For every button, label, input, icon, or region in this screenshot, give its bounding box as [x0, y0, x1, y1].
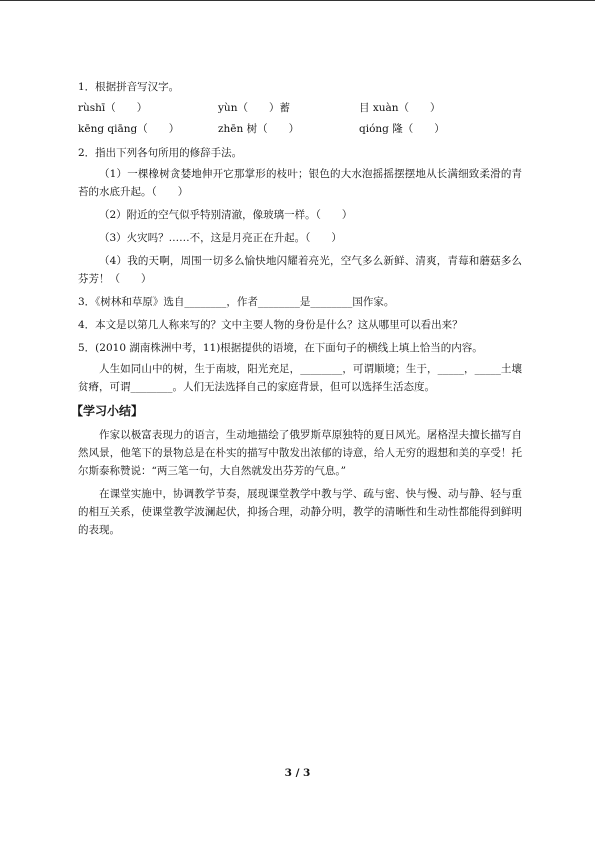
q2-item-2: （2）附近的空气似乎特别清澈，像玻璃一样。（ ） [99, 209, 353, 221]
summary-paragraph-1: 作家以极富表现力的语言，生动地描绘了俄罗斯草原独特的夏日风光。屠格涅夫擅长描写自然风景，他笔下的景物总是在朴实的描写中散发出浓郁的诗意，给人无穷的遐想和美的享受！托尔斯泰称赞说：“两三笔一句，大自然就发出芬芳的气息。” [78, 429, 522, 477]
summary-heading: 【学习小结】 [71, 404, 144, 418]
q5-title: 5．(2010 湖南株洲中考，11)根据提供的语境，在下面句子的横线上填上恰当的内容。 [78, 342, 483, 354]
q1-item-rushi: rùshī（ ） [78, 102, 148, 114]
q1-pinyin-row-1 [78, 99, 522, 120]
q1-item-kengqiang: kēng qiāng（ ） [78, 123, 180, 135]
page-top-rule [0, 0, 595, 1]
q3-text: 3．《树林和草原》选自________，作者________是________国作家。 [78, 296, 395, 308]
q1-pinyin-row-2 [78, 120, 522, 141]
q1-item-yun: yùn（ ）蓄 [218, 102, 290, 114]
summary-paragraph-2: 在课堂实施中，协调教学节奏，展现课堂教学中教与学、疏与密、快与慢、动与静、轻与重的相互关系，使课堂教学波澜起伏，抑扬合理，动静分明，教学的清晰性和生动性都能得到鲜明的表现。 [78, 488, 522, 536]
q2-title: 2．指出下列各句所用的修辞手法。 [78, 147, 243, 159]
worksheet-content [71, 78, 522, 539]
q2-item-1: （1）一棵橡树贪婪地伸开它那掌形的枝叶；银色的大水泡摇摇摆摆地从长满细致柔滑的青苔的水底升起。（ ） [78, 168, 522, 198]
q5-text: 人生如同山中的树，生于南坡，阳光充足，________，可谓顺境；生于，_____，_____土壤贫瘠，可谓________。人们无法选择自己的家庭背景，但可以选择生活态度。 [78, 363, 522, 393]
q4-text: 4．本文是以第几人称来写的？文中主要人物的身份是什么？这从哪里可以看出来？ [78, 319, 463, 331]
q1-title: 1．根据拼音写汉字。 [78, 81, 180, 93]
q1-item-qiong: qióng 隆（ ） [359, 123, 445, 135]
q1-item-zhen: zhēn 树（ ） [218, 123, 300, 135]
q1-item-xuan: 目 xuàn（ ） [359, 102, 441, 114]
q2-item-4: （4）我的天啊，周围一切多么愉快地闪耀着亮光，空气多么新鲜、清爽，青莓和蘑菇多么芬芳！（ ） [78, 255, 522, 285]
page-number: 3 / 3 [284, 767, 311, 779]
q2-item-3: （3）火灾吗？……不，这是月亮正在升起。（ ） [99, 232, 342, 244]
